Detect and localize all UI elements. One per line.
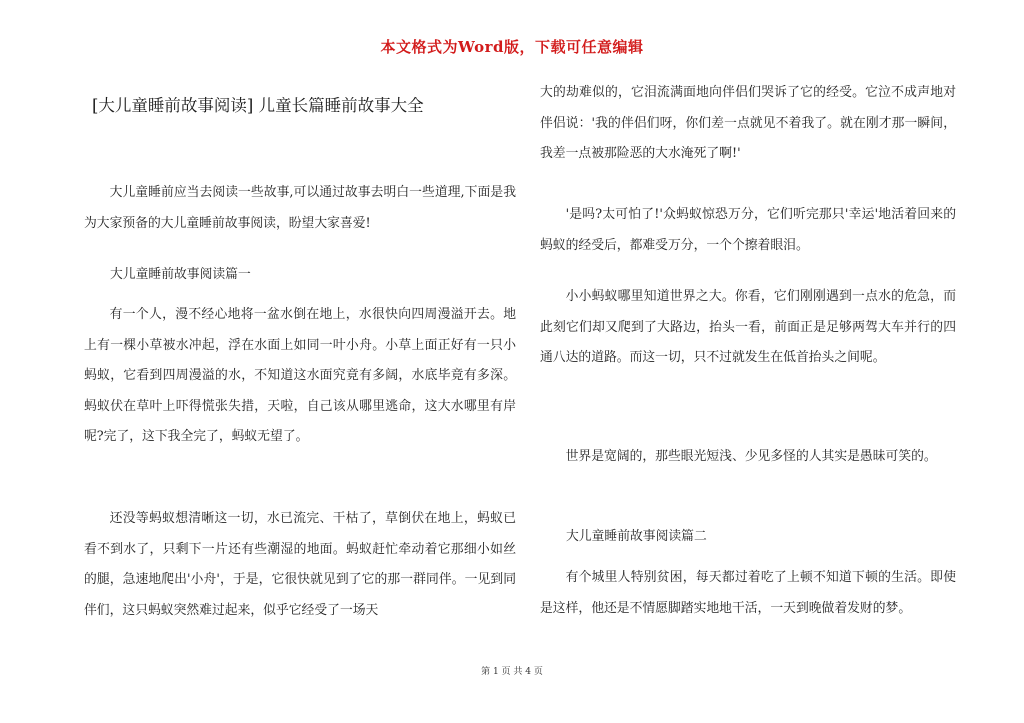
document-title: [大儿童睡前故事阅读] 儿童长篇睡前故事大全 — [92, 96, 424, 115]
intro-paragraph: 大儿童睡前应当去阅读一些故事,可以通过故事去明白一些道理,下面是我为大家预备的大儿童睡前故事阅读，盼望大家喜爱! — [84, 185, 516, 231]
story-paragraph-2: 还没等蚂蚁想清晰这一切，水已流完、干枯了，草倒伏在地上，蚂蚁已看不到水了，只剩下一片还有些潮湿的地面。蚂蚁赶忙牵动着它那细小如丝的腿，急速地爬出'小舟'，于是，它很快就见到了它的那一群同伴。一见到同伴们，这只蚂蚁突然难过起来，似乎它经受了一场天 — [84, 511, 516, 618]
story-paragraph-6: 有个城里人特别贫困，每天都过着吃了上顿不知道下顿的生活。即使是这样，他还是不情愿脚踏实地地干活，一天到晚做着发财的梦。 — [540, 570, 956, 616]
story-paragraph-1: 有一个人，漫不经心地将一盆水倒在地上，水很快向四周漫溢开去。地上有一棵小草被水冲起，浮在水面上如同一叶小舟。小草上面正好有一只小蚂蚁，它看到四周漫溢的水，不知道这水面究竟有多阔，水底毕竟有多深。蚂蚁伏在草叶上吓得慌张失措，天啦，自己该从哪里逃命，这大水哪里有岸呢?完了，这下我全完了，蚂蚁无望了。 — [84, 307, 516, 444]
document-banner: 本文格式为Word版，下载可任意编辑 — [380, 38, 644, 56]
section-heading-2: 大儿童睡前故事阅读篇二 — [566, 529, 707, 544]
section-heading-1: 大儿童睡前故事阅读篇一 — [110, 267, 251, 282]
story-paragraph-4: 小小蚂蚁哪里知道世界之大。你看，它们刚刚遇到一点水的危急，而此刻它们却又爬到了大路边，抬头一看，前面正是足够两驾大车并行的四通八达的道路。而这一切，只不过就发生在低首抬头之间呢。 — [540, 289, 956, 365]
story-paragraph-3: '是吗?太可怕了!'众蚂蚁惊恐万分，它们听完那只'幸运'地活着回来的蚂蚁的经受后，都难受万分，一个个擦着眼泪。 — [540, 207, 956, 253]
story-paragraph-5: 世界是宽阔的，那些眼光短浅、少见多怪的人其实是愚昧可笑的。 — [565, 449, 937, 464]
story-paragraph-2-continued: 大的劫难似的，它泪流满面地向伴侣们哭诉了它的经受。它泣不成声地对伴侣说：'我的伴侣们呀，你们差一点就见不着我了。就在刚才那一瞬间，我差一点被那险恶的大水淹死了啊!' — [540, 85, 956, 161]
page-number: 第 1 页 共 4 页 — [481, 667, 543, 677]
